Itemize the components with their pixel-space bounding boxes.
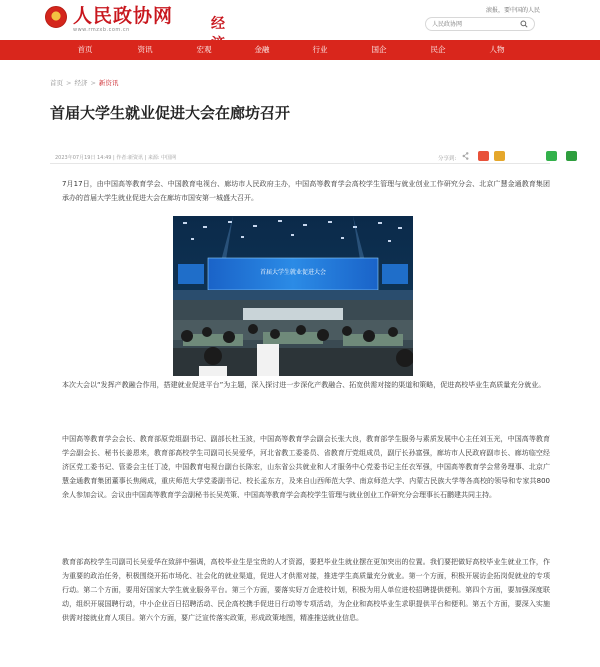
logo-text: 人民政协网 — [73, 5, 174, 27]
main-nav — [0, 40, 600, 60]
qzone-icon[interactable] — [494, 151, 505, 161]
search-input[interactable] — [432, 19, 516, 29]
nav-item-macro[interactable]: 宏观 — [196, 45, 212, 54]
site-logo[interactable] — [45, 5, 225, 35]
login-link[interactable]: 滚报，要中国的人民 — [486, 7, 541, 14]
logo-url: www.rmzxb.com.cn — [73, 27, 130, 33]
conference-photo-illustration — [173, 216, 413, 376]
article-paragraph: 教育部高校学生司副司长吴爱华在致辞中强调，高校毕业生是宝贵的人才资源，要把毕业生就业摆在更加突出的位置。我们要把做好高校毕业生就业工作，作为重要的政治任务，积极围绕开拓市场化、社会化的就业渠道，促进人才供需对接，推进学生高质量充分就业。第一个方面，积极开展访企拓岗促就业的专项行动。第二个方面，要用好国家大学生就业服务平台。第三个方面，要落实好万企进校计划，积极为用人单位进校招聘提供便利。第四个方面，要加强深度联动，组织开展国聘行动，中小企业百日招聘活动、民企高校携手促进日行动等专项活动，为企业和高校毕业生求职提供平台和便利。第五个方面，要深入实施供需对接就业育人项目。第六个方面，要广泛宣传落实政策，形成政策地图，精准推送就业信息。 — [62, 558, 550, 622]
channel-name[interactable]: 经 — [211, 16, 225, 32]
stage-screen-text: 首届大学生就业促进大会 — [259, 269, 327, 276]
breadcrumb-separator: > — [66, 79, 72, 87]
article-paragraph: 本次大会以“发挥产教融合作用，搭建就业促进平台”为主题，深入探讨进一步深化产教融合、拓宽供需对接的渠道和策略，促进高校毕业生高质量充分就业。 — [62, 381, 546, 389]
nav-item-finance[interactable]: 金融 — [254, 45, 270, 54]
nav-item-news[interactable]: 资讯 — [137, 45, 153, 54]
breadcrumb-current[interactable]: 新资讯 — [98, 79, 119, 87]
wechat-moments-icon[interactable] — [566, 151, 577, 161]
breadcrumb-home[interactable]: 首页 — [50, 79, 63, 87]
search-box[interactable] — [425, 17, 535, 31]
share-icon[interactable] — [462, 151, 469, 161]
nav-item-industry[interactable]: 行业 — [312, 45, 328, 54]
emblem-icon — [45, 6, 67, 28]
article-meta-bar — [50, 150, 550, 164]
breadcrumb-separator: > — [90, 79, 96, 87]
article-title: 首届大学生就业促进大会在廊坊召开 — [50, 104, 291, 122]
article-paragraph: 中国高等教育学会会长、教育部原党组副书记、副部长杜玉波，中国高等教育学会副会长张大良，教育部学生服务与素质发展中心主任刘玉光，中国高等教育学会副会长、秘书长姜恩来，教育部高校学生司副司长吴爱华，河北省教工委委员、省教育厅党组成员，副厅长孙富强，廊坊市人民政府副市长、廊坊临空经济区党工委书记、管委会主任丁凌，中国教育电视台副台长陈宏，山东省公共就业和人才服务中心党委书记主任衣军强，中国高等教育学会常务理事、北京广慧金通教育集团董事长焦阙成，重庆师范大学党委副书记、校长孟东方，及来自山西师范大学、南京师范大学、内蒙古民族大学等各高校的领导和专家共800余人参加会议。会议由中国高等教育学会副秘书长吴英策、中国高等教育学会高校学生管理与就业创业工作研究分会理事长石鹏建共同主持。 — [62, 435, 550, 499]
nav-item-home[interactable]: 首页 — [77, 45, 93, 54]
nav-item-private[interactable]: 民企 — [430, 45, 446, 54]
share-label: 分享到: — [438, 156, 457, 162]
conference-photo — [173, 216, 413, 376]
breadcrumb-economy[interactable]: 经济 — [74, 79, 88, 87]
nav-item-soe[interactable]: 国企 — [371, 45, 387, 54]
weibo-icon[interactable] — [478, 151, 489, 161]
article-meta: 2023年07月19日 14:49 | 作者:新资讯 | 来源: 中国网 — [55, 155, 177, 161]
site-header — [0, 0, 600, 38]
breadcrumb — [50, 78, 118, 87]
search-icon[interactable] — [520, 20, 528, 28]
nav-item-people[interactable]: 人物 — [489, 45, 505, 54]
wechat-icon[interactable] — [546, 151, 557, 161]
article-paragraph: 7月17日，由中国高等教育学会、中国教育电视台、廊坊市人民政府主办，中国高等教育学会高校学生管理与就业创业工作研究分会、北京广慧金通教育集团承办的首届大学生就业促进大会在廊坊市国安第一城盛大召开。 — [62, 180, 550, 202]
